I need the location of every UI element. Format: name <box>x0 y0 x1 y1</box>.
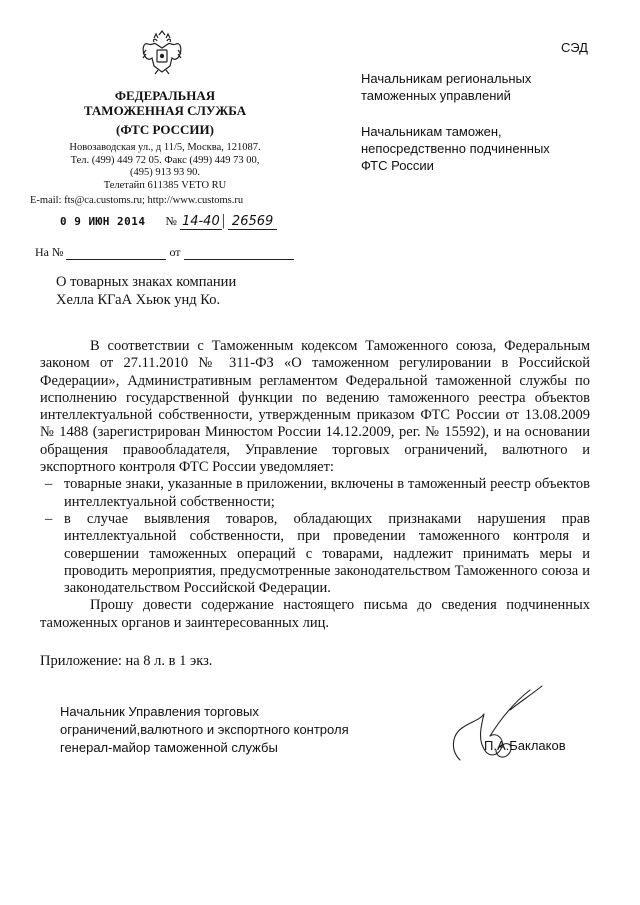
letter-subject <box>56 273 236 309</box>
registration-date-stamp: 0 9 ИЮН 2014 <box>60 215 146 228</box>
addressee-regional <box>361 70 591 104</box>
reference-date-blank <box>184 247 294 260</box>
organization-name <box>50 88 280 118</box>
body-intro-paragraph: В соответствии с Таможенным кодексом Таможенного союза, Федеральным законом от 27.11.2010 № 311-ФЗ «О таможенном регулировании в Российской Федерации», Административным регламентом Федеральной таможенной службы по исполнению государственной функции по ведению таможенного реестра объектов интеллектуальной собственности, утвержденным приказом ФТС России от 13.08.2009 № 1488 (зарегистрирован Минюстом России 14.12.2009, рег. № 15592), и на основании обращения правообладателя, Управление торговых ограничений, валютного и экспортного контроля ФТС России уведомляет: <box>40 338 590 476</box>
signer-position-line: ограничений,валютного и экспортного контроля <box>60 722 349 737</box>
list-item <box>40 511 590 597</box>
reference-number-label: На № <box>35 245 64 259</box>
reference-line <box>35 245 294 260</box>
contact-block <box>35 142 295 192</box>
registration-number-label: № <box>165 214 177 228</box>
list-item <box>40 476 590 511</box>
handwritten-signature <box>440 680 560 770</box>
phone-line: (495) 913 93 90. <box>130 167 200 178</box>
registration-number-handwritten-2: 26569 <box>228 214 277 230</box>
letter-body <box>40 338 590 632</box>
organization-name-line: ТАМОЖЕННАЯ СЛУЖБА <box>83 103 247 118</box>
email-line: E-mail: fts@ca.customs.ru; http://www.customs.ru <box>30 195 244 206</box>
addressee-line: Начальникам региональных <box>361 71 532 86</box>
registration-number-handwritten: 14-40 <box>181 214 220 229</box>
signer-position-line: Начальник Управления торговых <box>60 704 259 719</box>
registration-line: 0 9 ИЮН 2014 № 14-40 | 26569 <box>60 212 277 230</box>
coat-of-arms-emblem <box>140 30 184 76</box>
reference-from-label: от <box>169 245 181 259</box>
signer-position-line: генерал-майор таможенной службы <box>60 740 278 755</box>
addressee-line: Начальникам таможен, <box>361 124 502 139</box>
addressee-line: непосредственно подчиненных <box>361 141 550 156</box>
dash-bullet: – <box>45 510 53 527</box>
teletype-line: Телетайп 611385 VETO RU <box>103 179 227 191</box>
signer-position <box>60 703 349 757</box>
attachment-note: Приложение: на 8 л. в 1 экз. <box>40 653 213 669</box>
organization-name-line: ФЕДЕРАЛЬНАЯ <box>114 88 216 103</box>
address-line: Новозаводская ул., д 11/5, Москва, 121087. <box>69 142 261 153</box>
signer-name: П.А.Баклаков <box>484 738 566 753</box>
list-item-text: в случае выявления товаров, обладающих признаками нарушения прав интеллектуальной собственности, при проведении таможенного контроля и совершении таможенных операций с товарами, надлежит принимать меры и проводить мероприятия, предусмотренные законодательством Таможенного союза и законодательством Российской Федерации. <box>64 510 590 597</box>
list-item-text: товарные знаки, указанные в приложении, включены в таможенный реестр объектов интеллектуальной собственности; <box>64 476 590 510</box>
dash-bullet: – <box>45 476 53 493</box>
addressee-customs <box>361 123 591 174</box>
phone-line: Тел. (499) 449 72 05. Факс (499) 449 73 00, <box>70 154 260 166</box>
reference-number-blank <box>66 247 166 260</box>
document-code: СЭД <box>561 40 588 55</box>
organization-short-name: (ФТС РОССИИ) <box>116 122 214 137</box>
subject-line: Хелла КГаА Хьюк унд Ко. <box>56 292 221 308</box>
body-closing-paragraph: Прошу довести содержание настоящего письма до сведения подчиненных таможенных органов и заинтересованных лиц. <box>40 597 590 631</box>
subject-line: О товарных знаках компании <box>56 274 237 290</box>
addressee-line: таможенных управлений <box>361 88 511 103</box>
addressee-line: ФТС России <box>361 158 434 173</box>
